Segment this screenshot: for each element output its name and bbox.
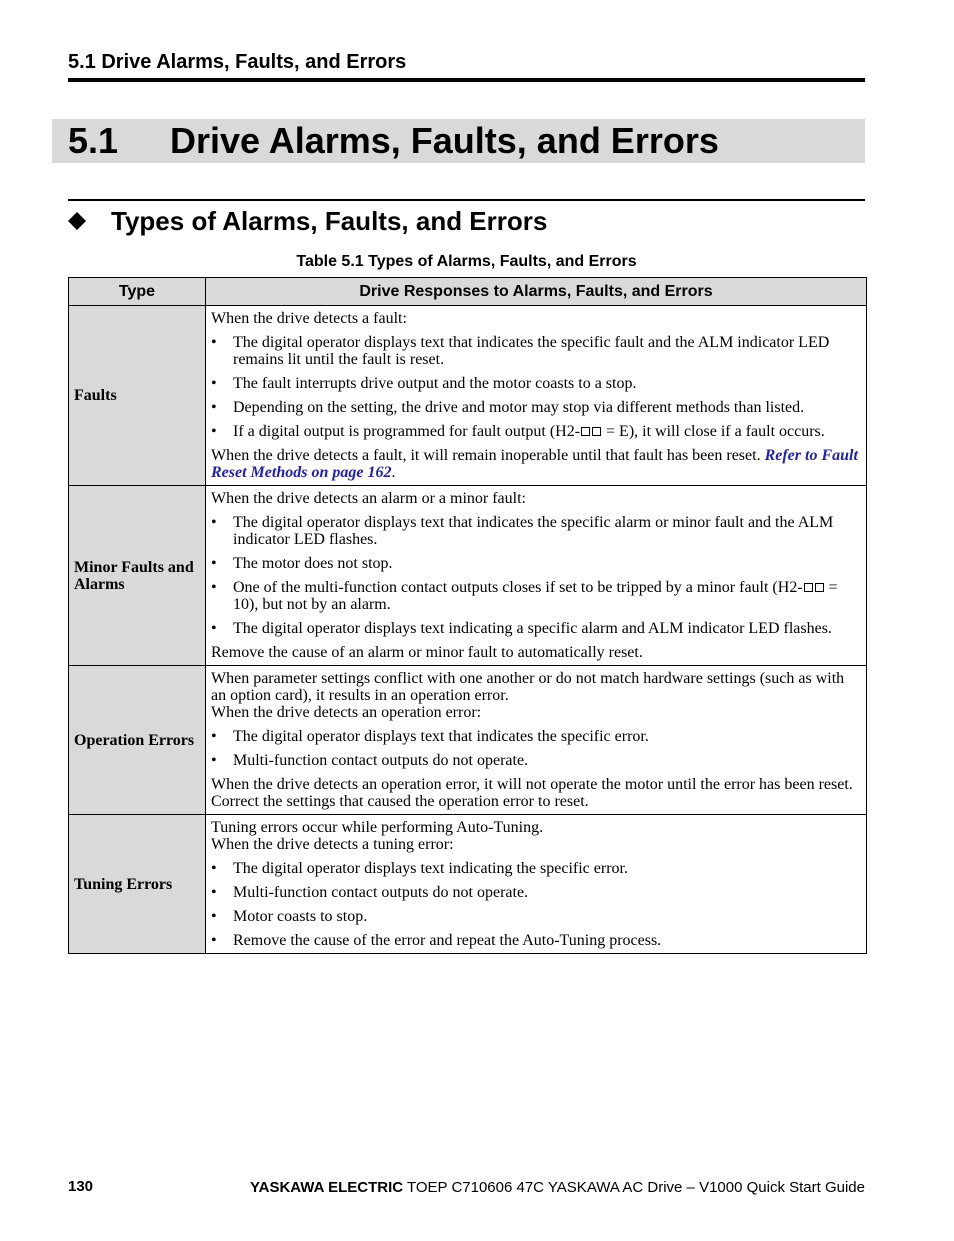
response-cell xyxy=(206,306,867,486)
list-item: • If a digital output is programmed for fault output (H2- = E), it will close if a fault occurs. xyxy=(211,423,825,440)
paragraph: When the drive detects a fault: xyxy=(211,310,407,327)
type-cell: Faults xyxy=(69,306,206,486)
list-item: • The digital operator displays text that indicates the specific fault and the ALM indicator LED remains lit until the fault is reset. xyxy=(211,334,830,368)
paragraph: When the drive detects an operation error, it will not operate the motor until the error has been reset. Correct the settings that caused the operation error to reset. xyxy=(211,776,853,810)
footer-brand: YASKAWA ELECTRIC xyxy=(250,1179,404,1196)
column-header-responses: Drive Responses to Alarms, Faults, and Errors xyxy=(206,278,867,306)
placeholder-box-icon xyxy=(815,583,824,592)
column-header-type: Type xyxy=(69,278,206,306)
list-item: • The digital operator displays text indicating a specific alarm and ALM indicator LED flashes. xyxy=(211,620,832,637)
subsection-heading xyxy=(68,203,865,239)
list-item: • Motor coasts to stop. xyxy=(211,908,368,925)
subsection-rule xyxy=(68,199,865,201)
section-number: 5.1 xyxy=(68,120,119,161)
paragraph: Remove the cause of an alarm or minor fault to automatically reset. xyxy=(211,644,643,661)
list-item: • The digital operator displays text that indicates the specific error. xyxy=(211,728,649,745)
list-item: • The digital operator displays text indicating the specific error. xyxy=(211,860,628,877)
placeholder-box-icon xyxy=(581,427,590,436)
response-cell xyxy=(206,815,867,954)
type-cell: Operation Errors xyxy=(69,666,206,815)
paragraph: When the drive detects a fault, it will remain inoperable until that fault has been reset. Refer to Fault Reset Methods on page 162. xyxy=(211,447,858,481)
list-item: • The digital operator displays text that indicates the specific alarm or minor fault and the ALM indicator LED flashes. xyxy=(211,514,834,548)
running-header: 5.1 Drive Alarms, Faults, and Errors xyxy=(68,50,865,82)
table-row xyxy=(69,666,867,815)
list-item: • The fault interrupts drive output and the motor coasts to a stop. xyxy=(211,375,637,392)
list-item: • Multi-function contact outputs do not operate. xyxy=(211,884,529,901)
table-row xyxy=(69,306,867,486)
response-cell xyxy=(206,486,867,666)
section-title-banner xyxy=(52,119,865,163)
type-cell: Minor Faults and Alarms xyxy=(69,486,206,666)
footer-document-info xyxy=(250,1179,865,1196)
table-row xyxy=(69,486,867,666)
list-item: • The motor does not stop. xyxy=(211,555,393,572)
paragraph: When parameter settings conflict with one another or do not match hardware settings (such as with an option card), it results in an operation error. When the drive detects an operation error: xyxy=(211,670,845,721)
footer-doc-title: TOEP C710606 47C YASKAWA AC Drive – V1000 Quick Start Guide xyxy=(403,1179,865,1196)
table-caption: Table 5.1 Types of Alarms, Faults, and Errors xyxy=(296,253,637,270)
list-item: • Depending on the setting, the drive and motor may stop via different methods than listed. xyxy=(211,399,805,416)
list-item: • Remove the cause of the error and repeat the Auto-Tuning process. xyxy=(211,932,662,949)
subsection-title: Types of Alarms, Faults, and Errors xyxy=(111,206,548,236)
table-row xyxy=(69,815,867,954)
type-cell: Tuning Errors xyxy=(69,815,206,954)
list-item: • One of the multi-function contact outputs closes if set to be tripped by a minor fault (H2- = 10), but not by an alarm. xyxy=(211,579,838,613)
diamond-icon xyxy=(68,212,86,230)
alarms-faults-table xyxy=(68,277,867,954)
paragraph: When the drive detects an alarm or a minor fault: xyxy=(211,490,526,507)
table-header-row xyxy=(69,278,867,306)
fault-reset-link[interactable]: Refer to Fault Reset Methods on page 162 xyxy=(211,447,858,481)
placeholder-box-icon xyxy=(592,427,601,436)
response-cell xyxy=(206,666,867,815)
paragraph: Tuning errors occur while performing Auto-Tuning. When the drive detects a tuning error: xyxy=(211,819,544,853)
list-item: • Multi-function contact outputs do not operate. xyxy=(211,752,529,769)
section-title: Drive Alarms, Faults, and Errors xyxy=(170,120,719,161)
placeholder-box-icon xyxy=(804,583,813,592)
page-number: 130 xyxy=(68,1178,94,1195)
